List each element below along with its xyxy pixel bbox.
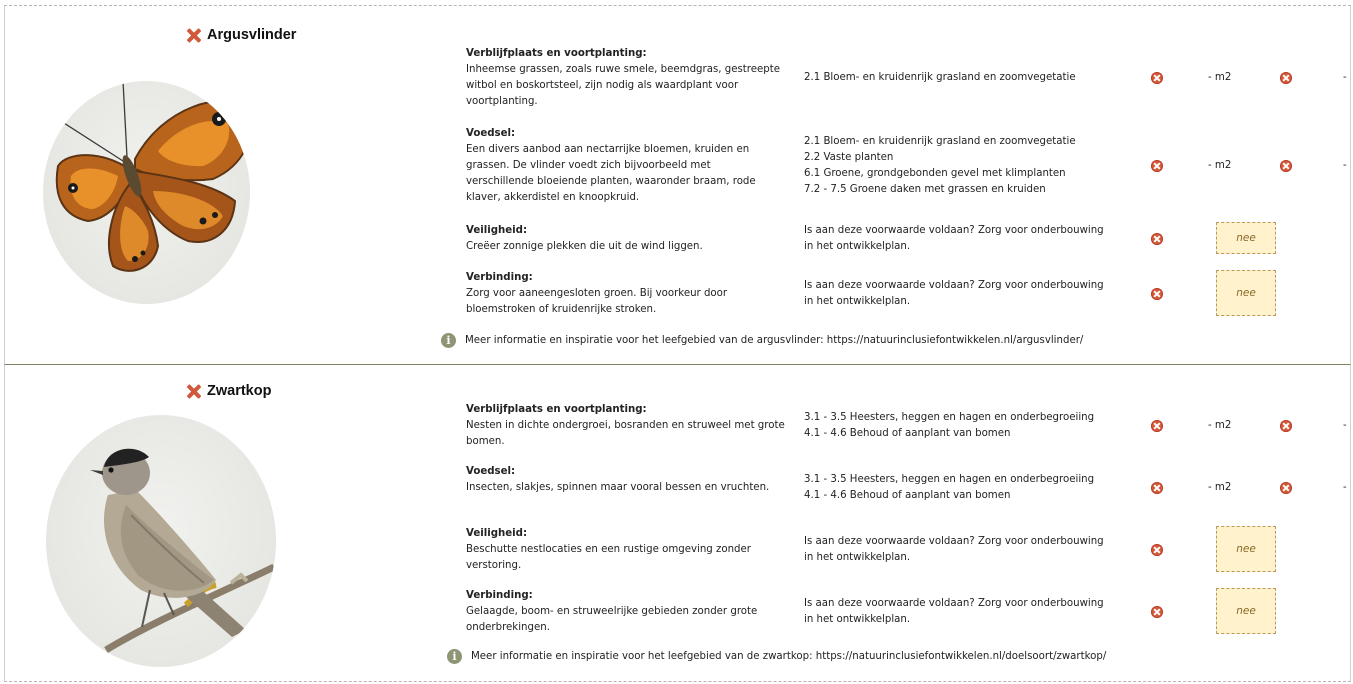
requirement-categories xyxy=(804,596,1104,628)
requirement-text: Gelaagde, boom- en struweelrijke gebieden zonder grote onderbrekingen. xyxy=(466,606,758,633)
value-dash: - xyxy=(1343,420,1347,431)
requirement-label: Voedsel: xyxy=(466,466,516,477)
status-x-icon[interactable] xyxy=(1280,160,1292,172)
answer-field[interactable]: nee xyxy=(1216,270,1276,316)
area-m2: - m2 xyxy=(1208,420,1232,431)
species-card-argusvlinder xyxy=(4,5,1351,365)
requirement-safety xyxy=(466,223,786,255)
requirement-text: Zorg voor aaneengesloten groen. Bij voorkeur door bloemstroken of kruidenrijke stroken. xyxy=(466,288,728,315)
requirement-categories xyxy=(804,70,1076,86)
requirement-categories xyxy=(804,223,1104,255)
requirement-label: Verblijfplaats en voortplanting: xyxy=(466,48,647,59)
status-x-icon[interactable] xyxy=(1151,160,1163,172)
requirement-food xyxy=(466,464,796,496)
status-x-icon[interactable] xyxy=(1151,482,1163,494)
species-photo xyxy=(43,81,250,304)
requirement-text: Inheemse grassen, zoals ruwe smele, beemdgras, gestreepte witbol en boskortsteel, zijn nodig als waardplant voor voortplanting. xyxy=(466,64,781,107)
requirement-categories xyxy=(804,410,1094,442)
category-line: 4.1 - 4.6 Behoud of aanplant van bomen xyxy=(804,490,1011,501)
requirement-safety xyxy=(466,526,786,574)
status-x-icon[interactable] xyxy=(1280,72,1292,84)
category-line: in het ontwikkelplan. xyxy=(804,296,911,307)
area-m2: - m2 xyxy=(1208,482,1232,493)
answer-field[interactable]: nee xyxy=(1216,526,1276,572)
status-x-icon[interactable] xyxy=(1151,72,1163,84)
remove-species-x-icon[interactable] xyxy=(186,28,201,43)
status-x-icon[interactable] xyxy=(1280,482,1292,494)
species-name: Zwartkop xyxy=(207,383,272,399)
requirement-label: Veiligheid: xyxy=(466,225,528,236)
requirement-connection xyxy=(466,588,786,636)
requirement-label: Veiligheid: xyxy=(466,528,528,539)
requirement-categories xyxy=(804,472,1094,504)
requirement-label: Voedsel: xyxy=(466,128,516,139)
requirement-categories xyxy=(804,534,1104,566)
more-info xyxy=(447,649,1106,664)
status-x-icon[interactable] xyxy=(1151,544,1163,556)
species-header xyxy=(186,383,271,399)
category-line: 3.1 - 3.5 Heesters, heggen en hagen en onderbegroeiing xyxy=(804,412,1095,423)
category-line: 2.1 Bloem- en kruidenrijk grasland en zoomvegetatie xyxy=(804,136,1076,147)
info-link[interactable]: Meer informatie en inspiratie voor het leefgebied van de argusvlinder: https://natuurinclusiefontwikkelen.nl/argusvlinder/ xyxy=(465,335,1084,346)
category-line: 6.1 Groene, grondgebonden gevel met klimplanten xyxy=(804,168,1066,179)
category-line: 3.1 - 3.5 Heesters, heggen en hagen en onderbegroeiing xyxy=(804,474,1095,485)
requirement-text: Beschutte nestlocaties en een rustige omgeving zonder verstoring. xyxy=(466,544,751,571)
status-x-icon[interactable] xyxy=(1151,288,1163,300)
area-m2: - m2 xyxy=(1208,160,1232,171)
requirement-text: Insecten, slakjes, spinnen maar vooral bessen en vruchten. xyxy=(466,482,770,493)
status-x-icon[interactable] xyxy=(1151,606,1163,618)
category-line: Is aan deze voorwaarde voldaan? Zorg voor onderbouwing xyxy=(804,225,1104,236)
info-icon: i xyxy=(447,649,462,664)
category-line: in het ontwikkelplan. xyxy=(804,552,911,563)
category-line: 2.1 Bloem- en kruidenrijk grasland en zoomvegetatie xyxy=(804,72,1076,83)
requirement-habitat xyxy=(466,402,786,450)
species-name: Argusvlinder xyxy=(207,27,297,43)
info-link[interactable]: Meer informatie en inspiratie voor het leefgebied van de zwartkop: https://natuurinclusiefontwikkelen.nl/doelsoort/zwartkop/ xyxy=(471,651,1107,662)
category-line: 7.2 - 7.5 Groene daken met grassen en kruiden xyxy=(804,184,1046,195)
status-x-icon[interactable] xyxy=(1151,420,1163,432)
requirement-text: Een divers aanbod aan nectarrijke bloemen, kruiden en grassen. De vlinder voedt zich bijvoorbeeld met verschillende bloeiende planten, waaronder braam, rode klaver, akkerdistel en knoopkruid. xyxy=(466,144,756,203)
requirement-food xyxy=(466,126,776,206)
info-icon: i xyxy=(441,333,456,348)
requirement-text: Creëer zonnige plekken die uit de wind liggen. xyxy=(466,241,703,252)
requirement-categories xyxy=(804,134,1076,198)
more-info xyxy=(441,333,1083,348)
requirement-label: Verbinding: xyxy=(466,590,533,601)
status-x-icon[interactable] xyxy=(1151,233,1163,245)
answer-field[interactable]: nee xyxy=(1216,588,1276,634)
category-line: Is aan deze voorwaarde voldaan? Zorg voor onderbouwing xyxy=(804,536,1104,547)
category-line: 2.2 Vaste planten xyxy=(804,152,894,163)
value-dash: - xyxy=(1343,72,1347,83)
remove-species-x-icon[interactable] xyxy=(186,384,201,399)
requirement-text: Nesten in dichte ondergroei, bosranden en struweel met grote bomen. xyxy=(466,420,785,447)
species-header xyxy=(186,27,296,43)
category-line: in het ontwikkelplan. xyxy=(804,614,911,625)
butterfly-illustration xyxy=(43,81,250,304)
requirement-habitat xyxy=(466,46,796,110)
requirement-connection xyxy=(466,270,786,318)
requirement-label: Verbinding: xyxy=(466,272,533,283)
category-line: Is aan deze voorwaarde voldaan? Zorg voor onderbouwing xyxy=(804,598,1104,609)
species-card-zwartkop xyxy=(4,365,1351,682)
status-x-icon[interactable] xyxy=(1280,420,1292,432)
answer-field[interactable]: nee xyxy=(1216,222,1276,254)
requirement-categories xyxy=(804,278,1104,310)
area-m2: - m2 xyxy=(1208,72,1232,83)
value-dash: - xyxy=(1343,482,1347,493)
bird-illustration xyxy=(46,415,276,667)
value-dash: - xyxy=(1343,160,1347,171)
category-line: in het ontwikkelplan. xyxy=(804,241,911,252)
species-photo xyxy=(46,415,276,667)
requirement-label: Verblijfplaats en voortplanting: xyxy=(466,404,647,415)
category-line: Is aan deze voorwaarde voldaan? Zorg voor onderbouwing xyxy=(804,280,1104,291)
category-line: 4.1 - 4.6 Behoud of aanplant van bomen xyxy=(804,428,1011,439)
